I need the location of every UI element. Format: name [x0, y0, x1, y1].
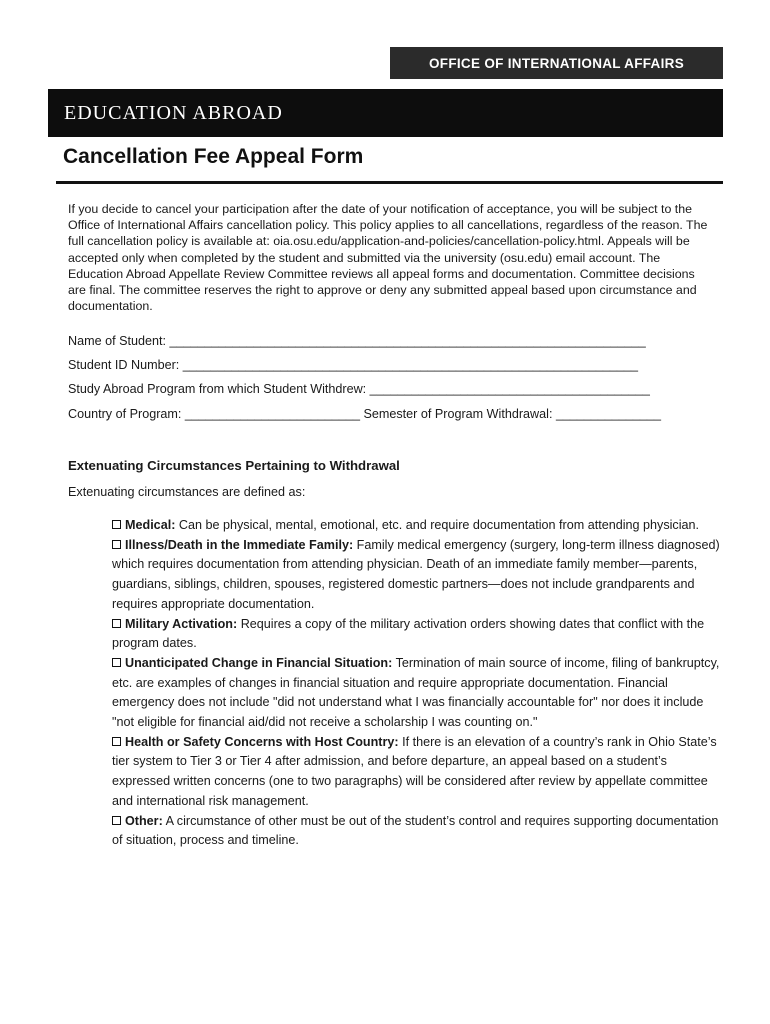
circumstance-text: A circumstance of other must be out of the student’s control and requires supporting documentation of situation, process and timeline.	[112, 813, 719, 848]
section-banner: EDUCATION ABROAD	[48, 89, 723, 137]
office-badge: OFFICE OF INTERNATIONAL AFFAIRS	[390, 47, 723, 79]
circumstance-title: Other:	[125, 813, 163, 828]
circumstance-text: Family medical emergency (surgery, long-term illness diagnosed) which requires documentation from attending physician. Death of an immediate family member—parents, guardians, siblings, children, spouses, registered domestic partners—does not include grandparents and requires appropriate documentation.	[112, 537, 720, 611]
circumstance-financial	[112, 654, 720, 733]
circumstance-list	[112, 516, 720, 851]
study-abroad-program-field[interactable]: Study Abroad Program from which Student Withdrew: ________________________________________	[68, 382, 650, 396]
checkbox[interactable]	[112, 540, 121, 549]
country-semester-field[interactable]: Country of Program: _________________________ Semester of Program Withdrawal: _______________	[68, 407, 662, 421]
checkbox[interactable]	[112, 737, 121, 746]
checkbox[interactable]	[112, 658, 121, 667]
circumstance-health-safety	[112, 733, 720, 812]
checkbox[interactable]	[112, 619, 121, 628]
page-title: Cancellation Fee Appeal Form	[63, 145, 364, 168]
circumstance-other	[112, 812, 720, 851]
circumstance-military	[112, 615, 720, 654]
circumstance-text: Can be physical, mental, emotional, etc. and require documentation from attending physician.	[175, 518, 700, 532]
section-heading: Extenuating Circumstances Pertaining to Withdrawal	[68, 458, 400, 473]
circumstance-title: Military Activation:	[125, 616, 238, 631]
checkbox[interactable]	[112, 816, 121, 825]
circumstance-title: Unanticipated Change in Financial Situation:	[125, 655, 393, 670]
circumstance-text: Requires a copy of the military activation orders showing dates that conflict with the program dates.	[112, 616, 705, 651]
circumstance-text: If there is an elevation of a country’s rank in Ohio State’s tier system to Tier 3 or Tier 4 after admission, and before departure, an appeal based on a student’s expressed written concerns (one to two paragraphs) will be considered after review by appellate committee and international risk management.	[112, 734, 717, 808]
section-intro: Extenuating circumstances are defined as:	[68, 485, 306, 499]
circumstance-text: Termination of main source of income, filing of bankruptcy, etc. are examples of changes in financial situation and require appropriate documentation. Financial emergency does not include "did not understand what I was financially accountable for" nor does it include "not eligible for financial aid/did not receive a scholarship I was counting on."	[112, 655, 720, 730]
checkbox[interactable]	[112, 520, 121, 529]
circumstance-medical	[112, 516, 720, 536]
intro-paragraph: If you decide to cancel your participation after the date of your notification of acceptance, you will be subject to the Office of International Affairs cancellation policy. This policy applies to all cancellations, regardless of the reason. The full cancellation policy is available at: oia.osu.edu/application-and-policies/cancellation-policy.html. Appeals will be accepted only when completed by the student and submitted via the university (osu.edu) email account. The Education Abroad Appellate Review Committee reviews all appeal forms and documentation. Committee decisions are final. The committee reserves the right to approve or deny any submitted appeal based upon circumstance and documentation.	[68, 202, 708, 314]
title-divider	[56, 181, 723, 184]
circumstance-title: Illness/Death in the Immediate Family:	[125, 537, 354, 552]
circumstance-title: Medical:	[125, 518, 176, 532]
student-id-field[interactable]: Student ID Number: _________________________________________________________________	[68, 358, 639, 372]
student-name-field[interactable]: Name of Student: ____________________________________________________________________	[68, 334, 646, 348]
circumstance-title: Health or Safety Concerns with Host Country:	[125, 734, 399, 749]
circumstance-illness-death	[112, 536, 720, 615]
